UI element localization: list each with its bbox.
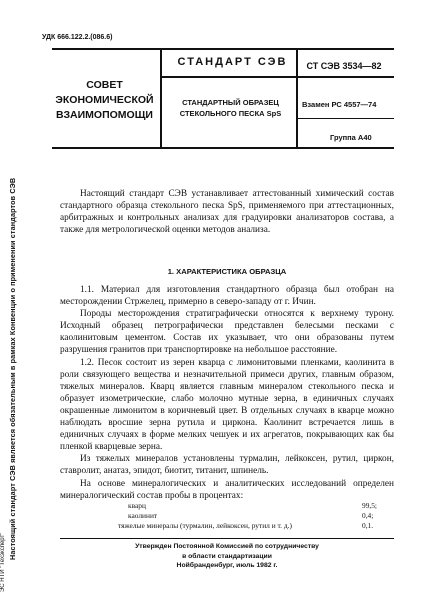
composition-label-1: кварц xyxy=(128,501,146,510)
document-title-line-2: СТЕКОЛЬНОГО ПЕСКА SpS xyxy=(179,109,282,118)
header-title-rule xyxy=(160,76,394,78)
side-note: Настоящий стандарт СЭВ является обязательным в рамках Конвенции о применении стандартов СЭВ xyxy=(8,177,17,560)
paragraph-1-2: 1.2. Песок состоит из зерен кварца с лимонитовыми пленками, каолинита в роли связующего вещества и незначительной примеси других, главным образом, тяжелых минералов. Кварц является главным минералом стекольного песка и образует изометрические, слабо молочно мутные зерна, в единичных случаях окрашенные лимонитом в коричневый цвет. В отдельных случаях в кварце можно наблюдать вросшие зерна рутила и циркона. Каолинит встречается лишь в единичных случаях в форме мелких чешуек и их агрегатов, покрывающих как бы пленкой кварцевые зерна. xyxy=(60,357,394,453)
standard-title: СТАНДАРТ СЭВ xyxy=(177,56,288,68)
header-top-rule xyxy=(52,48,394,50)
council-name xyxy=(52,78,157,123)
intro-paragraph xyxy=(60,188,394,236)
body-text xyxy=(60,284,394,502)
footer-rule xyxy=(60,538,394,539)
paragraph-strat: Породы месторождения стратиграфически относятся к верхнему турону. Исходный образец петрографически представлен белесыми песками с каолинитовым цементом. Состав их указывает, что они образованы путем разрушения гранитов при транспортировке на небольшое расстояние. xyxy=(60,309,394,356)
council-line-2: ЭКОНОМИЧЕСКОЙ xyxy=(55,94,154,106)
footer-line-2: в области стандартизации xyxy=(182,552,272,560)
composition-label-2: каолинит xyxy=(128,511,158,520)
source-note: ЭС НТИ "Техэксперт" xyxy=(0,532,6,592)
footer-line-1: Утвержден Постоянной Комиссией по сотрудничеству xyxy=(135,543,319,550)
document-title-line-1: СТАНДАРТНЫЙ ОБРАЗЕЦ xyxy=(182,98,279,107)
standard-code: СТ СЭВ 3534—82 xyxy=(306,61,382,71)
intro-text: Настоящий стандарт СЭВ устанавливает аттестованный химический состав стандартного образца стекольного песка SpS, применяемого при аттестационных, арбитражных и контрольных анализах для градуировки анализаторов состава, а также для метрологической оценки методов анализа. xyxy=(60,189,394,236)
replaces-note: Взамен РС 4557—74 xyxy=(302,100,377,109)
document-title xyxy=(163,97,298,119)
composition-value-3: 0,1. xyxy=(362,521,374,530)
paragraph-composition-intro: На основе минералогических и аналитических исследований определен минералогический состав пробы в процентах: xyxy=(60,478,394,501)
composition-label-3: тяжелые минералы (турмалин, лейкоксен, рутил и т. д.) xyxy=(118,521,292,530)
paragraph-1-1: 1.1. Материал для изготовления стандартного образца был отобран на месторождении Стржелец, примерно в северо-западу от г. Ичин. xyxy=(60,285,394,308)
header-replace-rule xyxy=(296,118,394,119)
header-divider-left xyxy=(160,48,162,148)
header-bottom-rule xyxy=(52,147,394,149)
section-heading: 1. ХАРАКТЕРИСТИКА ОБРАЗЦА xyxy=(167,267,287,276)
udk-code: УДК 666.122.2.(086.6) xyxy=(42,34,113,41)
composition-value-1: 99,5; xyxy=(362,501,377,510)
council-line-1: СОВЕТ xyxy=(86,79,123,91)
approval-footer xyxy=(60,542,394,571)
composition-value-2: 0,4; xyxy=(362,511,374,520)
council-line-3: ВЗАИМОПОМОЩИ xyxy=(56,109,153,121)
paragraph-heavy-minerals: Из тяжелых минералов установлены турмалин, лейкоксен, рутил, циркон, ставролит, анатаз, эпидот, биотит, титанит, шпинель. xyxy=(60,454,394,477)
footer-line-3: Нойбранденбург, июль 1982 г. xyxy=(176,562,278,570)
group-code: Группа А40 xyxy=(330,133,372,142)
